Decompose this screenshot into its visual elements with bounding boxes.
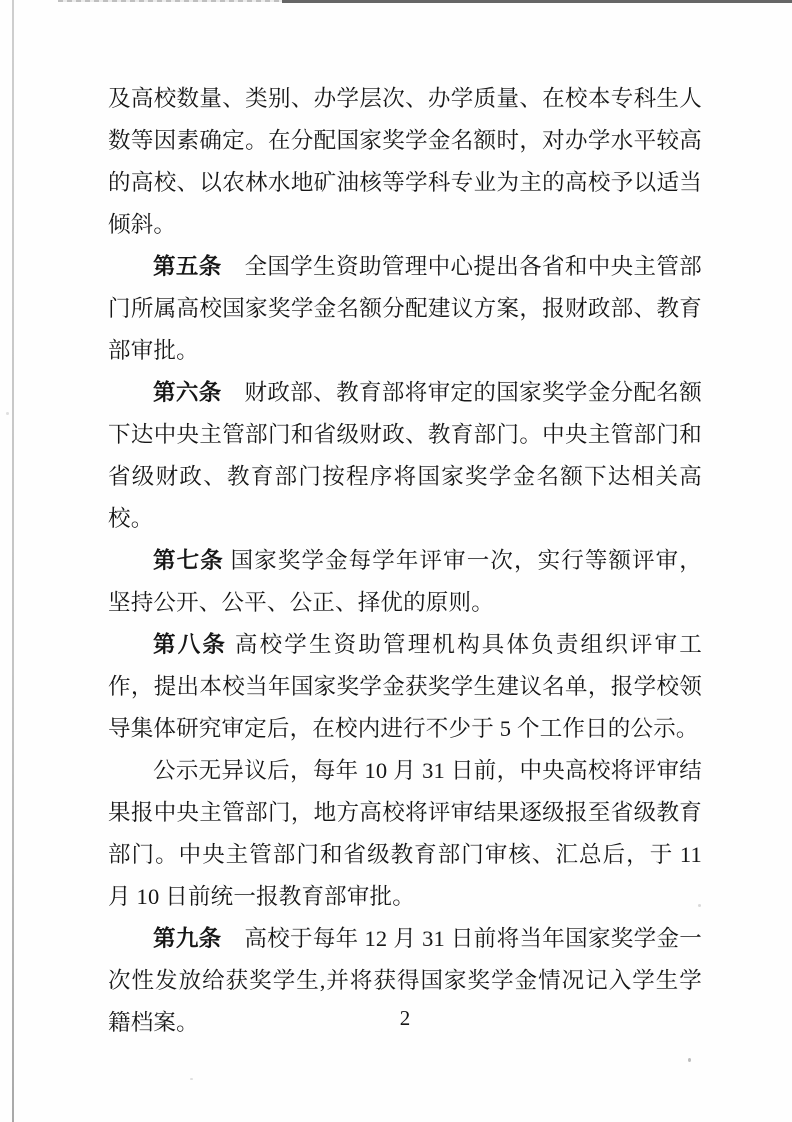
paragraph-text: 国家奖学金每学年评审一次，实行等额评审，坚持公开、公平、公正、择优的原则。	[108, 548, 703, 615]
article-heading: 第八条	[153, 632, 228, 657]
scan-artifact-speck	[688, 1058, 691, 1062]
scan-artifact-speck	[6, 412, 9, 415]
scan-artifact-speck	[190, 1078, 193, 1080]
paragraph-publicity-procedure	[108, 750, 702, 918]
paragraph-text: 财政部、教育部将审定的国家奖学金分配名额下达中央主管部门和省级财政、教育部门。中央主管部门和省级财政、教育部门按程序将国家奖学金名额下达相关高校。	[108, 380, 702, 531]
paragraph-text: 高校学生资助管理机构具体负责组织评审工作，提出本校当年国家奖学金获奖学生建议名单，报学校领导集体研究审定后，在校内进行不少于 5 个工作日的公示。	[108, 632, 702, 741]
paragraph-article-8	[108, 624, 702, 750]
article-heading: 第六条	[153, 380, 222, 405]
article-heading: 第五条	[153, 254, 222, 279]
paragraph-text: 及高校数量、类别、办学层次、办学质量、在校本专科生人数等因素确定。在分配国家奖学金名额时，对办学水平较高的高校、以农林水地矿油核等学科专业为主的高校予以适当倾斜。	[108, 86, 702, 237]
paragraph-text: 全国学生资助管理中心提出各省和中央主管部门所属高校国家奖学金名额分配建议方案，报财政部、教育部审批。	[108, 254, 702, 363]
article-heading: 第九条	[153, 926, 222, 951]
paragraph-continuation	[108, 78, 702, 246]
paragraph-text: 高校于每年 12 月 31 日前将当年国家奖学金一次性发放给获奖学生,并将获得国家奖学金情况记入学生学籍档案。	[108, 926, 702, 1035]
page-number: 2	[399, 1006, 411, 1030]
scan-artifact-left-edge-line	[12, 0, 14, 1122]
scan-artifact-top-dark-line	[282, 0, 792, 3]
paragraph-article-5	[108, 246, 702, 372]
paragraph-text: 公示无异议后，每年 10 月 31 日前，中央高校将评审结果报中央主管部门，地方高校将评审结果逐级报至省级教育部门。中央主管部门和省级教育部门审核、汇总后，于 11 月 10 日前统一报教育部审批。	[108, 758, 702, 909]
document-body	[108, 78, 702, 1044]
article-heading: 第七条	[153, 548, 224, 573]
paragraph-article-6	[108, 372, 702, 540]
scan-artifact-top-speckle-line	[58, 0, 282, 2]
paragraph-article-7	[108, 540, 702, 624]
